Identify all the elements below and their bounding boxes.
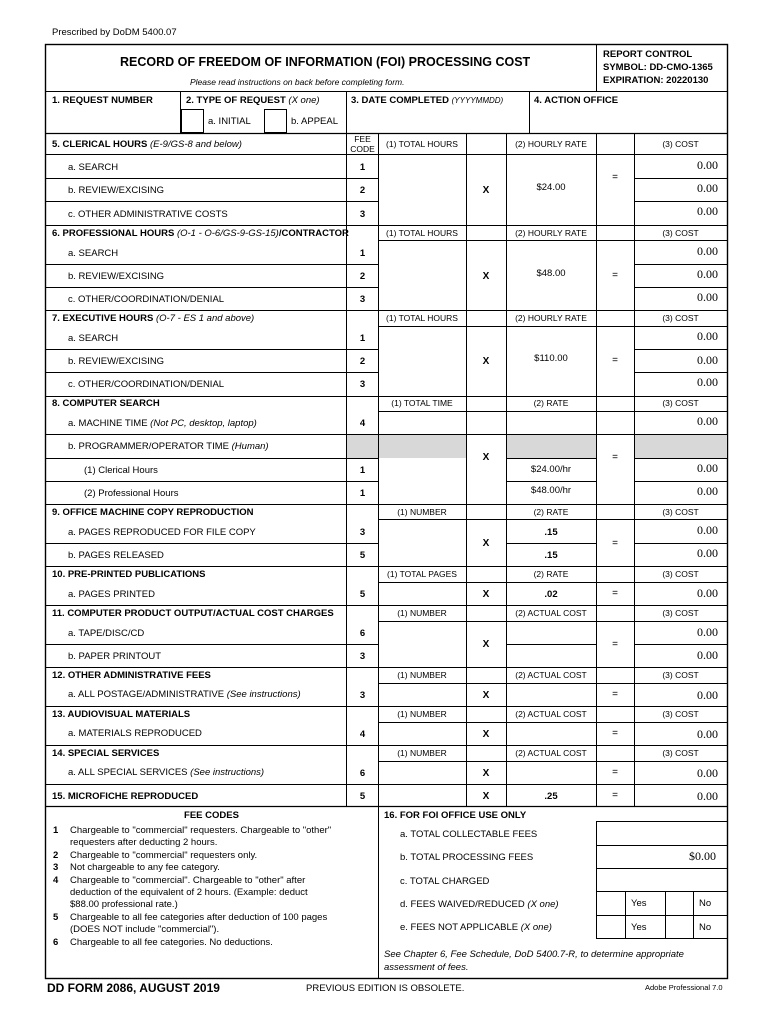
s12-equals-sign: = (612, 689, 618, 700)
s8-professional-rate: $48.00/hr (530, 485, 572, 496)
s15-title: 15. MICROFICHE REPRODUCED (52, 791, 199, 802)
s8-professional-code: 1 (359, 488, 366, 499)
s8-machine-time-field[interactable] (381, 414, 463, 433)
s13-col-number: (1) NUMBER (397, 709, 447, 719)
s13-materials-label: a. MATERIALS REPRODUCED (68, 728, 202, 739)
s14-actual-cost-field[interactable] (509, 764, 593, 783)
appeal-label: b. APPEAL (291, 116, 339, 127)
fee-code-2: 2 Chargeable to "commercial" requesters only. (53, 849, 258, 861)
fee-code-1: 1 Chargeable to "commercial" requesters. Chargeable to "other" requesters after deducting 2 hours. (53, 825, 332, 849)
s13-cost: 0.00 (697, 727, 718, 741)
s5-col-total-hours: (1) TOTAL HOURS (386, 139, 458, 149)
type-of-request-label: 2. TYPE OF REQUEST (X one) (186, 95, 320, 106)
s12-number-field[interactable] (381, 686, 463, 705)
s14-special-label: a. ALL SPECIAL SERVICES (See instructions) (68, 767, 265, 778)
fee-codes-title: FEE CODES (184, 810, 239, 821)
s5-search-label: a. SEARCH (68, 162, 119, 173)
s10-multiply-sign: X (482, 589, 490, 600)
s10-pages-printed-field[interactable] (381, 585, 463, 604)
s8-col-cost: (3) COST (662, 398, 699, 408)
total-charged-label: c. TOTAL CHARGED (400, 876, 490, 887)
s9-file-copy-code: 3 (359, 527, 366, 538)
s8-machine-time-code: 4 (359, 418, 366, 429)
fees-not-applicable-label: e. FEES NOT APPLICABLE (X one) (400, 922, 552, 933)
s11-multiply-sign: X (482, 639, 490, 650)
s10-col-rate: (2) RATE (533, 569, 569, 579)
total-processing-label: b. TOTAL PROCESSING FEES (400, 852, 534, 863)
s7-search-cost: 0.00 (697, 329, 718, 343)
s5-other-label: c. OTHER ADMINISTRATIVE COSTS (68, 209, 228, 220)
s15-code: 5 (359, 791, 366, 802)
s5-review-cost: 0.00 (697, 181, 718, 195)
s5-multiply-sign: X (482, 185, 490, 196)
s6-review-code: 2 (359, 271, 366, 282)
fee-code-6: 6 Chargeable to all fee categories. No deductions. (53, 936, 273, 948)
s14-number-field[interactable] (381, 764, 463, 783)
s5-review-hours-field[interactable] (381, 181, 463, 200)
s8-equals-sign: = (612, 452, 618, 463)
s14-col-number: (1) NUMBER (397, 748, 447, 758)
s11-col-actual-cost: (2) ACTUAL COST (515, 608, 587, 618)
s12-col-actual-cost: (2) ACTUAL COST (515, 670, 587, 680)
s13-col-cost: (3) COST (662, 709, 699, 719)
s8-clerical-cost: 0.00 (697, 461, 718, 475)
s10-pages-printed-label: a. PAGES PRINTED (68, 589, 155, 600)
s7-search-label: a. SEARCH (68, 333, 119, 344)
s6-other-code: 3 (359, 294, 366, 305)
s13-title: 13. AUDIOVISUAL MATERIALS (52, 709, 191, 720)
s8-col-rate: (2) RATE (533, 398, 569, 408)
s8-col-total-time: (1) TOTAL TIME (391, 398, 453, 408)
s7-title: 7. EXECUTIVE HOURS (O-7 - ES 1 and above) (52, 313, 255, 324)
s13-actual-cost-field[interactable] (509, 725, 593, 744)
s11-tape-cost: 0.00 (697, 625, 718, 639)
s9-released-rate: .15 (544, 550, 558, 561)
s11-paper-code: 3 (359, 651, 366, 662)
s5-other-code: 3 (359, 209, 366, 220)
s12-col-number: (1) NUMBER (397, 670, 447, 680)
s6-col-cost: (3) COST (662, 228, 699, 238)
report-control-line3: EXPIRATION: 20220130 (603, 75, 709, 86)
s15-multiply-sign: X (482, 791, 490, 802)
s8-machine-time-cost: 0.00 (697, 414, 718, 428)
fee-code-3: 3 Not chargeable to any fee category. (53, 862, 220, 874)
s7-col-total-hours: (1) TOTAL HOURS (386, 313, 458, 323)
action-office-label: 4. ACTION OFFICE (534, 95, 619, 106)
s14-col-actual-cost: (2) ACTUAL COST (515, 748, 587, 758)
s6-search-code: 1 (359, 248, 366, 259)
s8-title: 8. COMPUTER SEARCH (52, 398, 160, 409)
total-collectable-label: a. TOTAL COLLECTABLE FEES (400, 829, 538, 840)
s9-released-cost: 0.00 (697, 546, 718, 560)
s7-rate-value: $110.00 (534, 353, 568, 364)
s14-multiply-sign: X (482, 768, 490, 779)
s5-equals-sign: = (612, 172, 618, 183)
s8-professional-cost: 0.00 (697, 484, 718, 498)
s6-search-label: a. SEARCH (68, 248, 119, 259)
s15-number-field[interactable] (381, 787, 463, 805)
s14-special-code: 6 (359, 768, 366, 779)
s8-professional-hours-field[interactable] (381, 483, 463, 502)
fees-na-yes-label: Yes (631, 922, 647, 933)
s7-search-code: 1 (359, 333, 366, 344)
s7-equals-sign: = (612, 355, 618, 366)
s11-title: 11. COMPUTER PRODUCT OUTPUT/ACTUAL COST CHARGES (52, 608, 334, 619)
s8-clerical-label: (1) Clerical Hours (84, 465, 158, 476)
s13-multiply-sign: X (482, 729, 490, 740)
s11-col-cost: (3) COST (662, 608, 699, 618)
s7-other-cost: 0.00 (697, 375, 718, 389)
fee-codes-list (53, 825, 331, 949)
s5-search-cost: 0.00 (697, 158, 718, 172)
action-office-field[interactable] (533, 110, 723, 130)
s7-review-label: b. REVIEW/EXCISING (68, 356, 165, 367)
office-use-title: 16. FOR FOI OFFICE USE ONLY (384, 810, 527, 821)
s6-review-hours-field[interactable] (381, 267, 463, 286)
s9-file-copy-cost: 0.00 (697, 523, 718, 537)
s10-pages-printed-code: 5 (359, 589, 366, 600)
s9-released-label: b. PAGES RELEASED (68, 550, 164, 561)
fee-code-5: 5 Chargeable to all fee categories after deduction of 100 pages (DOES NOT include "commercial"). (53, 911, 328, 936)
s7-other-label: c. OTHER/COORDINATION/DENIAL (68, 379, 225, 390)
form-number: DD FORM 2086, AUGUST 2019 (47, 981, 220, 995)
s9-released-field[interactable] (381, 546, 463, 565)
form-title: RECORD OF FREEDOM OF INFORMATION (FOI) PROCESSING COST (120, 55, 531, 69)
request-number-label: 1. REQUEST NUMBER (52, 95, 153, 106)
s6-search-cost: 0.00 (697, 244, 718, 258)
s7-review-code: 2 (359, 356, 366, 367)
s9-col-rate: (2) RATE (533, 507, 569, 517)
s14-equals-sign: = (612, 767, 618, 778)
s11-tape-number-field[interactable] (381, 624, 463, 643)
fee-code-header: FEE CODE (350, 134, 375, 154)
s6-col-total-hours: (1) TOTAL HOURS (386, 228, 458, 238)
s12-multiply-sign: X (482, 690, 490, 701)
s6-review-cost: 0.00 (697, 267, 718, 281)
s6-search-hours-field[interactable] (381, 243, 463, 262)
date-completed-label: 3. DATE COMPLETED (YYYYMMDD) (351, 95, 504, 106)
s13-number-field[interactable] (381, 725, 463, 744)
s9-multiply-sign: X (482, 538, 490, 549)
report-control-line2: SYMBOL: DD-CMO-1365 (603, 62, 713, 73)
s11-tape-label: a. TAPE/DISC/CD (68, 628, 145, 639)
s11-tape-code: 6 (359, 628, 366, 639)
s13-materials-code: 4 (359, 729, 366, 740)
total-collectable-field[interactable] (599, 824, 725, 843)
s8-professional-label: (2) Professional Hours (84, 488, 179, 499)
total-processing-value: $0.00 (689, 849, 716, 863)
s5-search-code: 1 (359, 162, 366, 173)
s12-col-cost: (3) COST (662, 670, 699, 680)
s7-other-code: 3 (359, 379, 366, 390)
s6-col-hourly-rate: (2) HOURLY RATE (515, 228, 587, 238)
s11-col-number: (1) NUMBER (397, 608, 447, 618)
s5-other-cost: 0.00 (697, 204, 718, 218)
request-number-field[interactable] (50, 110, 176, 130)
s9-file-copy-rate: .15 (544, 527, 558, 538)
fee-schedule-note: See Chapter 6, Fee Schedule, DoD 5400.7-R, to determine appropriate assessment of fees. (384, 949, 684, 973)
fees-waived-label: d. FEES WAIVED/REDUCED (X one) (400, 899, 559, 910)
s12-title: 12. OTHER ADMINISTRATIVE FEES (52, 670, 211, 681)
s10-title: 10. PRE-PRINTED PUBLICATIONS (52, 569, 206, 580)
s6-other-label: c. OTHER/COORDINATION/DENIAL (68, 294, 225, 305)
s8-clerical-code: 1 (359, 465, 366, 476)
s5-search-hours-field[interactable] (381, 157, 463, 176)
s13-col-actual-cost: (2) ACTUAL COST (515, 709, 587, 719)
s11-paper-cost: 0.00 (697, 648, 718, 662)
s6-equals-sign: = (612, 270, 618, 281)
total-charged-field[interactable] (599, 871, 725, 890)
s9-file-copy-field[interactable] (381, 522, 463, 541)
s9-released-code: 5 (359, 550, 366, 561)
s9-col-cost: (3) COST (662, 507, 699, 517)
s13-equals-sign: = (612, 728, 618, 739)
s7-col-hourly-rate: (2) HOURLY RATE (515, 313, 587, 323)
s8-clerical-rate: $24.00/hr (530, 464, 572, 475)
fee-code-4: 4 Chargeable to "commercial". Chargeable to "other" after deduction of the equivalent of 2 hours. (Example: deduct $88.00 professional rate.) (53, 874, 308, 911)
s5-other-hours-field[interactable] (381, 204, 463, 223)
s10-cost: 0.00 (697, 586, 718, 600)
s11-tape-actual-cost-field[interactable] (509, 624, 593, 643)
s15-cost: 0.00 (697, 789, 718, 803)
s10-col-cost: (3) COST (662, 569, 699, 579)
instructions-note: Please read instructions on back before completing form. (190, 77, 405, 87)
s10-equals-sign: = (612, 588, 618, 599)
s12-actual-cost-field[interactable] (509, 686, 593, 705)
prescribed-by: Prescribed by DoDM 5400.07 (52, 27, 177, 38)
s8-clerical-hours-field[interactable] (381, 460, 463, 479)
previous-edition-note: PREVIOUS EDITION IS OBSOLETE. (306, 983, 465, 994)
s11-paper-number-field[interactable] (381, 647, 463, 666)
s10-rate-value: .02 (544, 589, 558, 600)
fees-waived-no-label: No (699, 898, 712, 909)
s9-file-copy-label: a. PAGES REPRODUCED FOR FILE COPY (68, 527, 256, 538)
report-control-line1: REPORT CONTROL (603, 49, 693, 60)
date-completed-field[interactable] (350, 110, 526, 130)
fees-waived-yes-label: Yes (631, 898, 647, 909)
s6-multiply-sign: X (482, 271, 490, 282)
s11-paper-actual-cost-field[interactable] (509, 647, 593, 666)
s14-cost: 0.00 (697, 766, 718, 780)
s10-col-total-pages: (1) TOTAL PAGES (387, 569, 457, 579)
s9-title: 9. OFFICE MACHINE COPY REPRODUCTION (52, 507, 254, 518)
software-note: Adobe Professional 7.0 (645, 983, 723, 992)
s8-machine-time-label: a. MACHINE TIME (Not PC, desktop, laptop) (68, 418, 257, 429)
s6-other-hours-field[interactable] (381, 290, 463, 309)
s6-rate-value: $48.00 (536, 268, 566, 279)
s6-title: 6. PROFESSIONAL HOURS (O-1 - O-6/GS-9-GS-15)/CONTRACTOR (52, 228, 349, 239)
s12-postage-label: a. ALL POSTAGE/ADMINISTRATIVE (See instructions) (68, 689, 301, 700)
s12-cost: 0.00 (697, 688, 718, 702)
s14-title: 14. SPECIAL SERVICES (52, 748, 160, 759)
s7-other-hours-field[interactable] (381, 375, 463, 394)
s15-equals-sign: = (612, 790, 618, 801)
initial-label: a. INITIAL (208, 116, 251, 127)
s9-equals-sign: = (612, 538, 618, 549)
s6-other-cost: 0.00 (697, 290, 718, 304)
s7-col-cost: (3) COST (662, 313, 699, 323)
s11-equals-sign: = (612, 639, 618, 650)
s5-review-code: 2 (359, 185, 366, 196)
s7-review-hours-field[interactable] (381, 352, 463, 371)
fees-na-no-label: No (699, 922, 712, 933)
s8-programmer-label: b. PROGRAMMER/OPERATOR TIME (Human) (68, 441, 269, 452)
s14-col-cost: (3) COST (662, 748, 699, 758)
s11-paper-label: b. PAPER PRINTOUT (68, 651, 162, 662)
s9-col-number: (1) NUMBER (397, 507, 447, 517)
s8-multiply-sign: X (482, 452, 490, 463)
s7-multiply-sign: X (482, 356, 490, 367)
s15-rate-value: .25 (544, 791, 558, 802)
s5-col-hourly-rate: (2) HOURLY RATE (515, 139, 587, 149)
s5-col-cost: (3) COST (662, 139, 699, 149)
s5-review-label: b. REVIEW/EXCISING (68, 185, 165, 196)
s6-review-label: b. REVIEW/EXCISING (68, 271, 165, 282)
s7-review-cost: 0.00 (697, 353, 718, 367)
s12-postage-code: 3 (359, 690, 366, 701)
s5-rate-value: $24.00 (536, 182, 566, 193)
s5-title: 5. CLERICAL HOURS (E-9/GS-8 and below) (52, 139, 242, 150)
s7-search-hours-field[interactable] (381, 329, 463, 348)
